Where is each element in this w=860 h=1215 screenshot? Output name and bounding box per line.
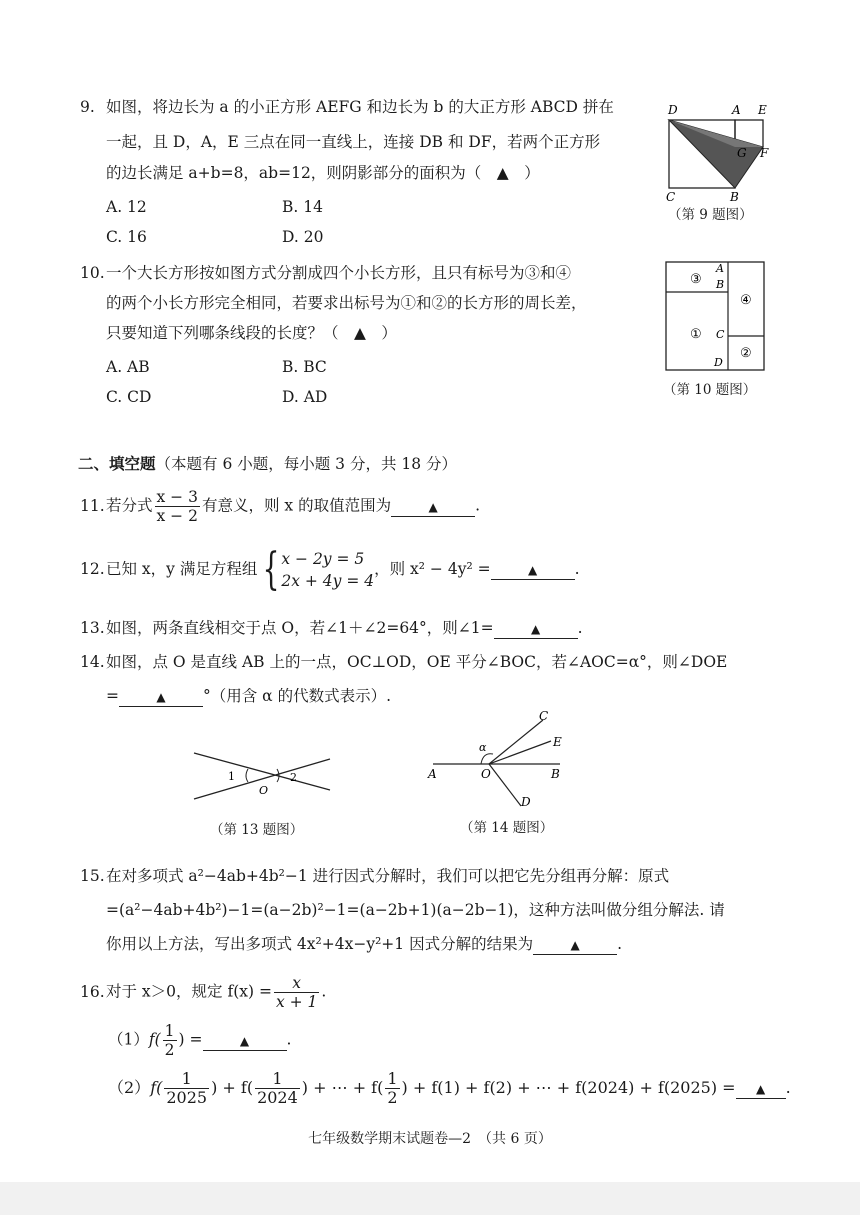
question-text-2: ，则 x² − 4y² = <box>374 560 491 578</box>
answer-blank[interactable] <box>391 497 475 517</box>
question-text-2: 有意义，则 x 的取值范围为 <box>201 496 392 515</box>
denominator: x − 2 <box>156 507 198 525</box>
label-a: A <box>716 262 724 275</box>
region-4-label: ④ <box>740 293 752 308</box>
section-title: 二、填空题 <box>78 455 156 473</box>
point-a-label: A <box>428 767 437 781</box>
point-c-label: C <box>539 709 549 723</box>
point-b-label: B <box>551 767 560 781</box>
page-footer: 七年级数学期末试题卷—2 （共 6 页） <box>308 1131 552 1147</box>
function-open: f( <box>150 1078 163 1097</box>
question-10 <box>80 258 571 288</box>
end-punct: . <box>321 982 327 1001</box>
numerator: 1 <box>387 1069 398 1088</box>
sum-text-2: ) + ⋯ + f( <box>301 1078 384 1097</box>
numerator: x − 3 <box>156 488 198 506</box>
label-g: G <box>737 146 747 160</box>
question-10-line-3: 只要知道下列哪条线段的长度？（ ▲ ） <box>106 324 397 342</box>
angle-2-label: 2 <box>290 771 297 784</box>
figure-13-intersecting-lines <box>188 745 338 805</box>
page-bottom-margin <box>0 1182 860 1215</box>
end-punct: . <box>617 935 623 953</box>
answer-blank[interactable] <box>736 1079 786 1099</box>
point-o-label: O <box>481 767 491 781</box>
question-16-part-1 <box>108 1022 291 1059</box>
section-2-heading <box>78 452 457 474</box>
label-c: C <box>666 190 676 204</box>
end-punct: . <box>785 1078 791 1097</box>
question-15-line-3 <box>106 932 622 955</box>
question-text: 如图，点 O 是直线 AB 上的一点，OC⊥OD，OE 平分∠BOC，若∠AOC=α°，则∠DOE <box>106 653 728 671</box>
end-punct: . <box>577 619 583 637</box>
option-b: B. BC <box>282 358 327 376</box>
question-9-line-3: 的边长满足 a+b=8，ab=12，则阴影部分的面积为（ ▲ ） <box>106 164 540 182</box>
question-text-3: 你用以上方法，写出多项式 4x²+4x−y²+1 因式分解的结果为 <box>106 935 534 953</box>
label-b: B <box>730 190 739 204</box>
question-text: 已知 x，y 满足方程组 <box>106 560 258 578</box>
equation-2: 2x + 4y = 4 <box>281 572 375 590</box>
label-d: D <box>714 356 723 369</box>
label-f: F <box>760 146 769 160</box>
region-2-label: ② <box>740 346 752 361</box>
question-9 <box>80 92 614 122</box>
alpha-label: α <box>479 741 487 754</box>
point-o-label: O <box>259 784 269 797</box>
figure-9-caption: （第 9 题图） <box>668 207 753 223</box>
option-c: C. 16 <box>106 228 147 246</box>
blank-marker: ▲ <box>527 563 538 577</box>
fraction-3 <box>385 1070 399 1107</box>
fraction-2 <box>255 1070 300 1107</box>
blank-marker: ▲ <box>531 622 541 636</box>
equation-system <box>281 548 374 592</box>
denominator: x + 1 <box>275 993 318 1011</box>
answer-blank[interactable] <box>494 619 578 639</box>
answer-blank[interactable] <box>203 1031 287 1051</box>
figure-13-caption: （第 13 题图） <box>210 822 304 838</box>
question-number: 10. <box>80 264 105 282</box>
option-a: A. 12 <box>106 198 147 216</box>
question-number: 12. <box>80 560 105 578</box>
denominator: 2024 <box>257 1088 298 1107</box>
question-9-line-2: 一起，且 D，A，E 三点在同一直线上，连接 DB 和 DF，若两个正方形 <box>106 133 601 151</box>
figure-14-caption: （第 14 题图） <box>460 820 554 836</box>
label-a: A <box>732 103 741 117</box>
answer-blank[interactable] <box>533 935 617 955</box>
question-text: 若分式 <box>106 496 153 515</box>
question-10-line-2: 的两个小长方形完全相同，若要求出标号为①和②的长方形的周长差， <box>106 294 587 312</box>
answer-blank[interactable] <box>119 687 203 707</box>
blank-marker: ▲ <box>156 690 166 704</box>
question-text: 在对多项式 a²−4ab+4b²−1 进行因式分解时，我们可以把它先分组再分解：原式 <box>106 867 670 885</box>
denominator: 2025 <box>166 1088 208 1107</box>
blank-marker: ▲ <box>755 1082 766 1096</box>
numerator: x <box>274 974 319 993</box>
option-a: A. AB <box>106 358 150 376</box>
equals: = <box>106 687 119 705</box>
equation-1: x − 2y = 5 <box>281 550 365 568</box>
question-15-line-2: =(a²−4ab+4b²)−1=(a−2b)²−1=(a−2b+1)(a−2b−1)，这种方法叫做分组分解法. 请 <box>106 901 725 919</box>
question-text: 如图，两条直线相交于点 O，若∠1＋∠2=64°，则∠1= <box>106 619 494 637</box>
numerator: 1 <box>164 1070 209 1089</box>
option-b: B. 14 <box>282 198 323 216</box>
angle-1-label: 1 <box>228 770 235 783</box>
blank-marker: ▲ <box>570 938 580 952</box>
question-14-line-2 <box>106 684 391 707</box>
question-text: 对于 x＞0，规定 f(x) = <box>106 982 272 1001</box>
question-number: 15. <box>80 867 105 885</box>
question-number: 13. <box>80 619 105 637</box>
sum-text-1: ) + f( <box>211 1078 254 1097</box>
question-text-2: °（用含 α 的代数式表示）. <box>203 687 391 705</box>
brace: { <box>262 544 280 595</box>
function-close: ) = <box>178 1030 203 1049</box>
option-d: D. 20 <box>282 228 324 246</box>
label-d: D <box>668 103 678 117</box>
figure-14-angles <box>425 708 585 812</box>
fraction <box>274 974 319 1011</box>
section-desc: （本题有 6 小题，每小题 3 分，共 18 分） <box>155 455 458 473</box>
label-e: E <box>758 103 767 117</box>
numerator: 1 <box>164 1022 175 1040</box>
question-number: 16. <box>80 982 105 1001</box>
fraction-1 <box>164 1070 209 1107</box>
fraction <box>155 488 200 525</box>
question-number: 11. <box>80 496 105 515</box>
numerator: 1 <box>255 1070 300 1089</box>
end-punct: . <box>574 560 580 578</box>
question-15 <box>80 864 669 886</box>
denominator: 2 <box>164 1041 175 1059</box>
blank-marker: ▲ <box>239 1033 250 1048</box>
end-punct: . <box>286 1030 292 1049</box>
point-d-label: D <box>521 795 531 809</box>
question-14 <box>80 650 727 672</box>
denominator: 2 <box>387 1088 398 1107</box>
region-1-label: ① <box>690 327 702 342</box>
blank-marker: ▲ <box>428 499 438 514</box>
label-b: B <box>716 278 725 291</box>
question-16 <box>80 974 326 1011</box>
question-number: 14. <box>80 653 105 671</box>
question-16-part-2 <box>108 1070 791 1107</box>
function-open: f( <box>148 1030 161 1049</box>
question-text: 如图，将边长为 a 的小正方形 AEFG 和边长为 b 的大正方形 ABCD 拼在 <box>106 98 614 116</box>
question-12 <box>80 544 580 595</box>
sum-text-3: ) + f(1) + f(2) + ⋯ + f(2024) + f(2025) = <box>401 1078 736 1097</box>
question-number: 9. <box>80 98 95 116</box>
option-c: C. CD <box>106 388 152 406</box>
point-e-label: E <box>553 735 562 749</box>
end-punct: . <box>475 496 481 515</box>
label-c: C <box>716 328 725 341</box>
fraction <box>163 1022 177 1059</box>
question-text: 一个大长方形按如图方式分割成四个小长方形，且只有标号为③和④ <box>106 264 572 282</box>
option-d: D. AD <box>282 388 328 406</box>
figure-10-rectangles <box>660 258 770 373</box>
question-13 <box>80 616 583 639</box>
region-3-label: ③ <box>690 272 702 287</box>
part-label: （2） <box>108 1078 151 1097</box>
part-label: （1） <box>108 1030 149 1049</box>
figure-10-caption: （第 10 题图） <box>663 382 757 398</box>
answer-blank[interactable] <box>491 560 575 580</box>
question-11 <box>80 488 480 525</box>
